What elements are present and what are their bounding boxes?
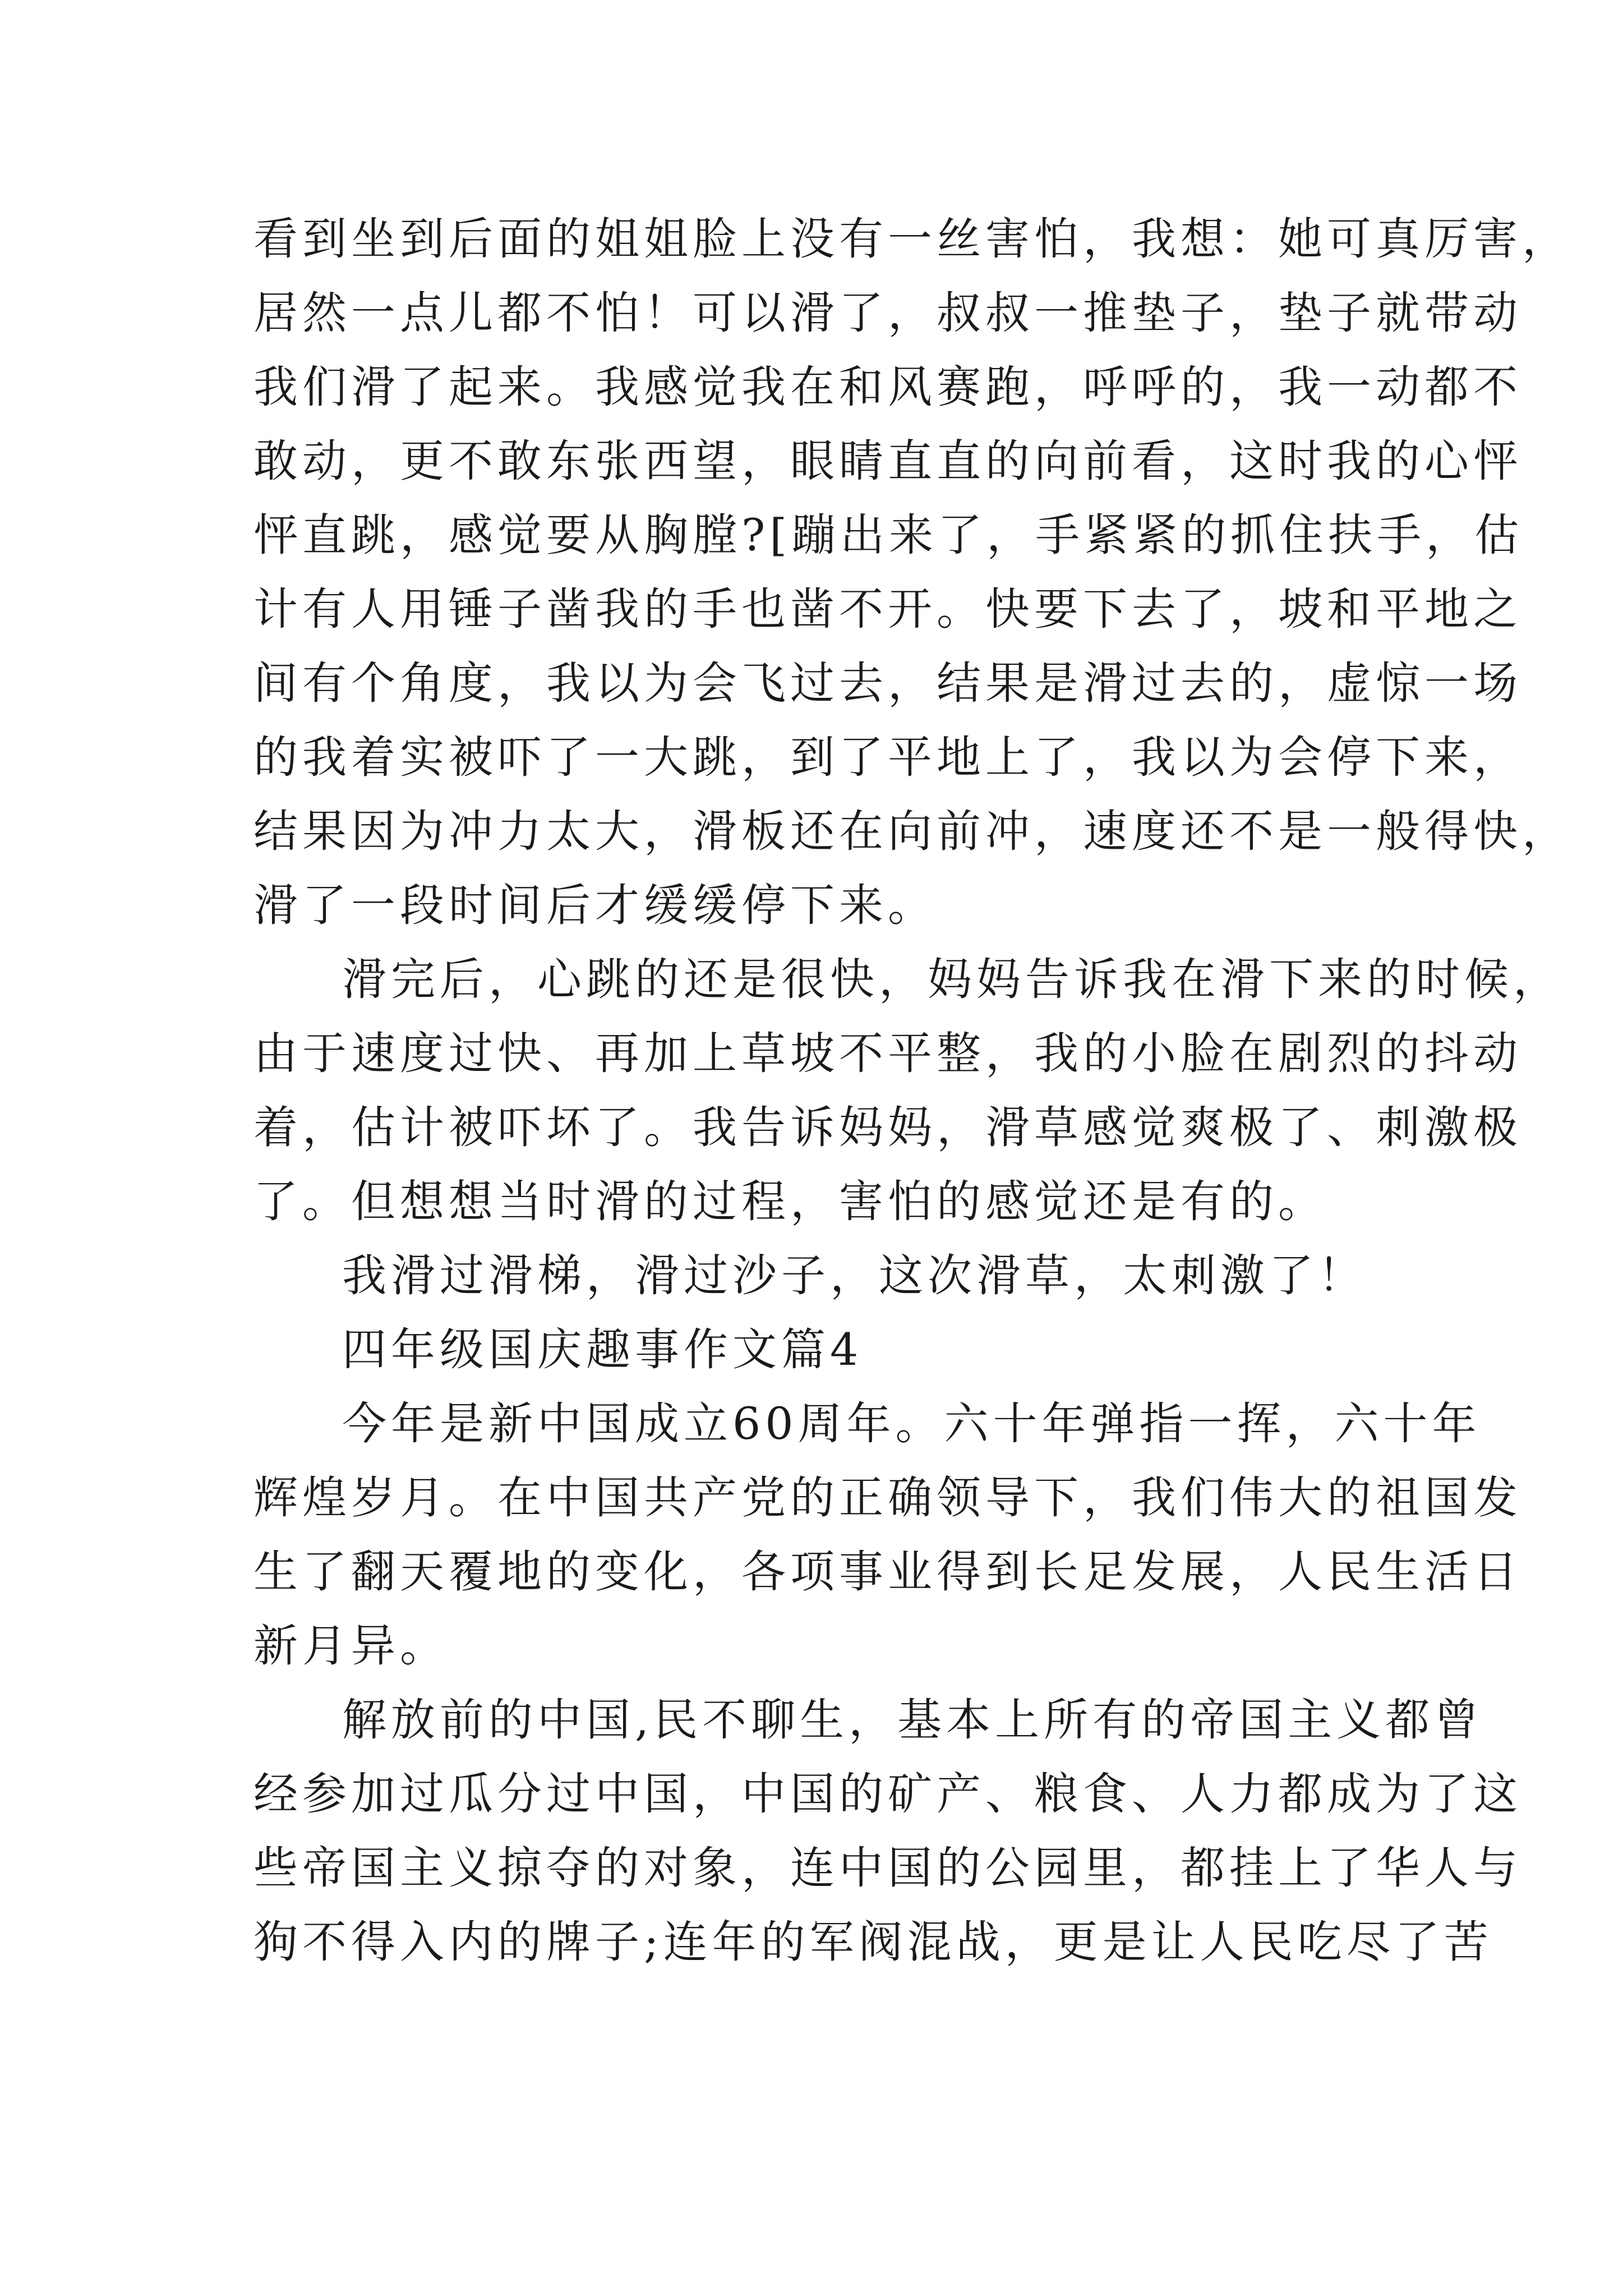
text-line: 狗不得入内的牌子;连年的军阀混战，更是让人民吃尽了苦 [253,1916,1493,1968]
text-line: 新月异。 [253,1620,449,1672]
paragraph-start-line: 我滑过滑梯，滑过沙子，这次滑草，太刺激了！ [342,1250,1367,1301]
text-line: 生了翻天覆地的变化，各项事业得到长足发展，人民生活日 [253,1546,1522,1598]
document-body [253,202,1571,1979]
text-line: 怦直跳，感觉要从胸膛?[蹦出来了，手紧紧的抓住扶手，估 [253,509,1524,561]
text-line: 敢动，更不敢东张西望，眼睛直直的向前看，这时我的心怦 [253,435,1522,487]
paragraph-start-line: 解放前的中国,民不聊生，基本上所有的帝国主义都曾 [342,1694,1483,1746]
text-line: 看到坐到后面的姐姐脸上没有一丝害怕，我想：她可真厉害， [253,213,1571,265]
text-line: 着，估计被吓坏了。我告诉妈妈，滑草感觉爽极了、刺激极 [253,1102,1522,1153]
text-line: 间有个角度，我以为会飞过去，结果是滑过去的，虚惊一场 [253,657,1522,709]
paragraph-start-line: 滑完后，心跳的还是很快，妈妈告诉我在滑下来的时候， [342,954,1562,1005]
text-line: 结果因为冲力太大，滑板还在向前冲，速度还不是一般得快， [253,806,1571,857]
text-line: 由于速度过快、再加上草坡不平整，我的小脸在剧烈的抖动 [253,1028,1522,1079]
text-line: 辉煌岁月。在中国共产党的正确领导下，我们伟大的祖国发 [253,1472,1522,1524]
text-line: 滑了一段时间后才缓缓停下来。 [253,880,937,931]
text-line: 的我着实被吓了一大跳，到了平地上了，我以为会停下来， [253,731,1522,783]
text-line: 计有人用锤子凿我的手也凿不开。快要下去了，坡和平地之 [253,583,1522,635]
text-line: 我们滑了起来。我感觉我在和风赛跑，呼呼的，我一动都不 [253,361,1522,413]
text-line: 居然一点儿都不怕！可以滑了，叔叔一推垫子，垫子就带动 [253,287,1522,339]
text-line: 了。但想想当时滑的过程，害怕的感觉还是有的。 [253,1176,1327,1227]
text-line: 经参加过瓜分过中国，中国的矿产、粮食、人力都成为了这 [253,1768,1522,1820]
paragraph-start-line: 今年是新中国成立60周年。六十年弹指一挥，六十年 [342,1398,1481,1450]
text-line: 些帝国主义掠夺的对象，连中国的公园里，都挂上了华人与 [253,1842,1522,1894]
section-heading: 四年级国庆趣事作文篇4 [342,1324,863,1375]
